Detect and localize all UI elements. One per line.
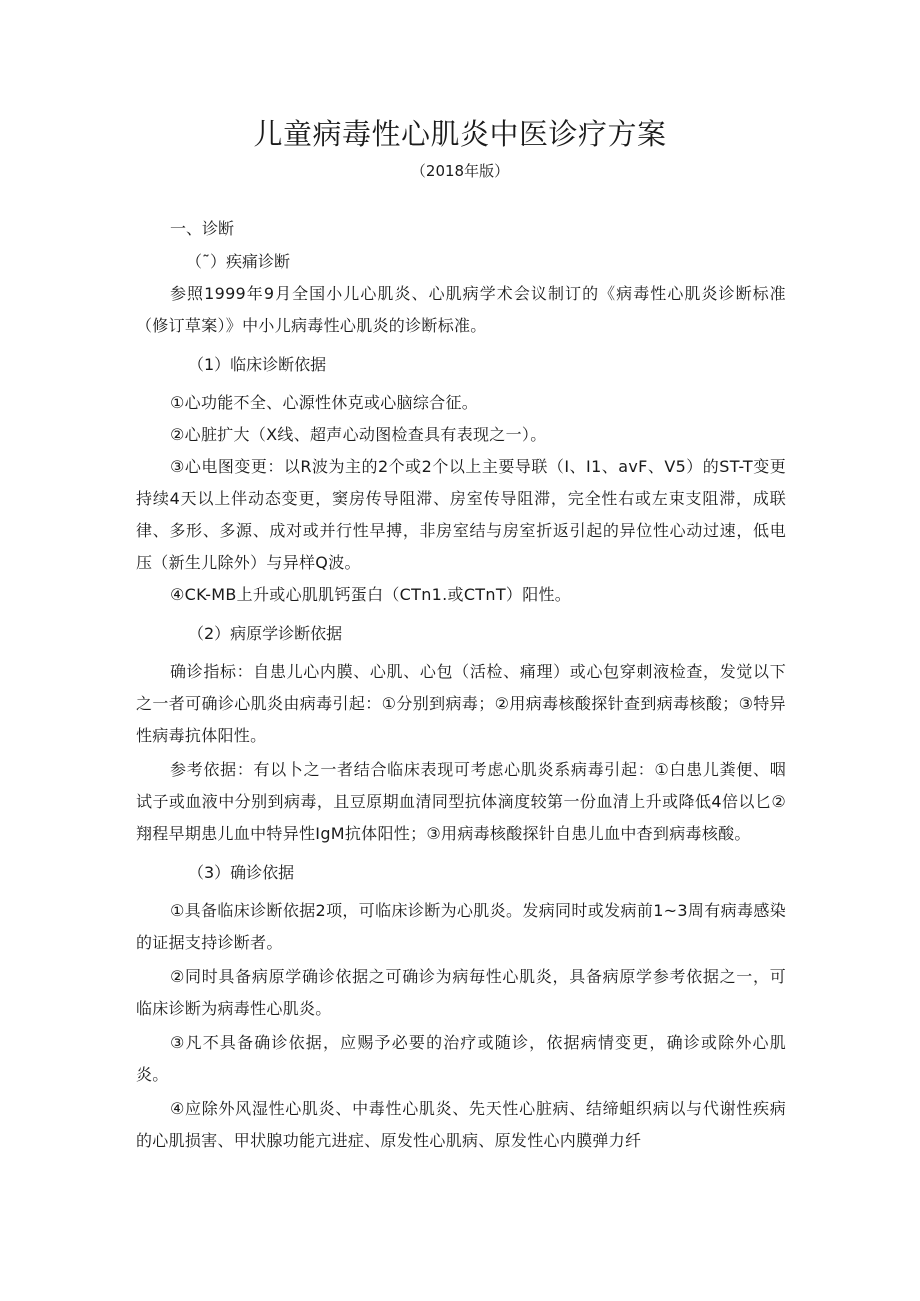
clinical-item: ②心脏扩大（X线、超声心动图检查具有表现之一）。	[170, 425, 547, 444]
clinical-item: ④CK-MB上升或心肌肌钙蛋白（CTn1.或CTnT）阳性。	[170, 585, 572, 604]
clinical-item: ③心电图变更：以R波为主的2个或2个以上主要导联（I、I1、avF、V5）的ST-T变更持续4天以上伴动态变更，窦房传导阻滞、房室传导阻滞，完全性右或左束支阻滞，成联律、多形、多源、成对或并行性早搏，非房室结与房室折返引起的异位性心动过速，低电压（新生儿除外）与异样Q波。	[136, 457, 786, 572]
document-title: 儿童病毒性心肌炎中医诊疗方案	[253, 117, 667, 151]
confirm-item: ①具备临床诊断依据2项，可临床诊断为心肌炎。发病同时或发病前1~3周有病毒感染的证据支持诊断者。	[136, 901, 786, 952]
confirm-item: ③凡不具备确诊依据，应赐予必要的治疗或随诊，依据病情变更，确诊或除外心肌炎。	[136, 1033, 786, 1084]
confirm-criteria-heading: （3）确诊依据	[188, 863, 295, 882]
confirm-item: ②同时具备病原学确诊依据之可确诊为病毎性心肌炎，具备病原学参考依据之一，可临床诊断为病毒性心肌炎。	[136, 967, 786, 1018]
clinical-criteria-heading: （1）临床诊断依据	[188, 355, 327, 374]
etiology-item: 确诊指标：自患儿心内膜、心肌、心包（活检、痛理）或心包穿刺液检查，发觉以下之一者可确诊心肌炎由病毒引起：①分别到病毒；②用病毒核酸探针查到病毒核酸；③特异性病毒抗体阳性。	[136, 662, 786, 745]
etiology-criteria-heading: （2）病原学诊断依据	[188, 624, 343, 643]
confirm-item: ④应除外风湿性心肌炎、中毒性心肌炎、先天性心脏病、结缔蛆织病以与代谢性疾病的心肌损害、甲状腺功能亢进症、原发性心肌病、原发性心内膜弹力纤	[136, 1099, 786, 1150]
subsection-heading-disease-diagnosis: （˜）疾痛诊断	[186, 252, 291, 271]
document-body	[136, 212, 786, 1159]
clinical-item: ①心功能不全、心源性休克或心脑综合征。	[170, 393, 479, 412]
intro-paragraph: 参照1999年9月全国小儿心肌炎、心肌病学术会议制订的《病毒性心肌炎诊断标准（修订草案）》中小儿病毒性心肌炎的诊断标准。	[136, 284, 786, 335]
etiology-item: 参考依据：有以卜之一者结合临床表现可考虑心肌炎系病毒引起：①白患儿粪便、咽试子或血液中分别到病毒，且豆原期血清同型抗体滴度较第一份血清上升或降低4倍以匕②翔程早期患儿血中特异性IgM抗体阳性；③用病毒核酸探针自患儿血中杳到病毒核酸。	[136, 760, 786, 843]
section-heading-diagnosis: 一、诊断	[170, 219, 235, 238]
document-subtitle: （2018年版）	[410, 162, 510, 180]
